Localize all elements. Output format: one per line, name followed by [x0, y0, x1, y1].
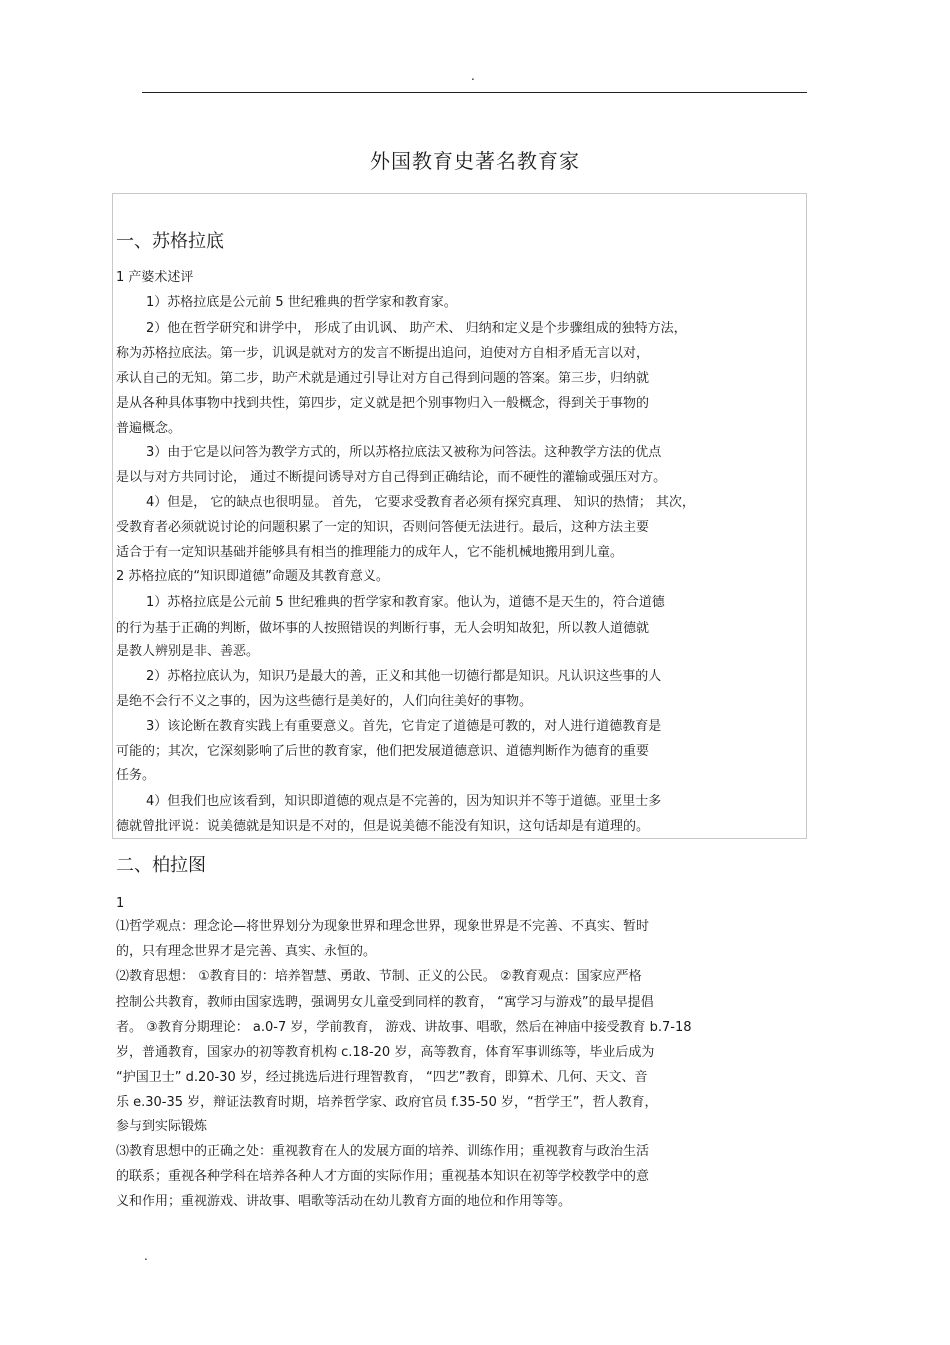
paragraph-line: ⑵教育思想： ①教育目的：培养智慧、勇敢、节制、正义的公民。 ②教育观点：国家应严格 — [116, 969, 642, 984]
document-title: 外国教育史著名教育家 — [370, 149, 580, 173]
paragraph-line: 可能的；其次，它深刻影响了后世的教育家，他们把发展道德意识、道德判断作为德育的重要 — [116, 744, 650, 759]
paragraph-line: 任务。 — [116, 768, 156, 783]
paragraph-line: 者。 ③教育分期理论： a.0-7 岁，学前教育， 游戏、讲故事、唱歌，然后在神庙中接受教育 b.7-18 — [116, 1020, 692, 1035]
subheading: 1 — [116, 896, 125, 911]
paragraph-line: 的，只有理念世界才是完善、真实、永恒的。 — [116, 944, 377, 959]
paragraph-line: 称为苏格拉底法。第一步，讥讽是就对方的发言不断提出追问，迫使对方自相矛盾无言以对， — [116, 346, 650, 361]
paragraph-line: 是教人辨别是非、善恶。 — [116, 644, 260, 659]
paragraph-line: 2）苏格拉底认为，知识乃是最大的善，正义和其他一切德行都是知识。凡认识这些事的人 — [146, 669, 662, 684]
paragraph-line: ⑶教育思想中的正确之处：重视教育在人的发展方面的培养、训练作用；重视教育与政治生活 — [116, 1144, 650, 1159]
paragraph-line: 适合于有一定知识基础并能够具有相当的推理能力的成年人，它不能机械地搬用到儿童。 — [116, 545, 624, 560]
footer-dot: . — [144, 1249, 148, 1263]
paragraph-line: 普遍概念。 — [116, 421, 182, 436]
paragraph-line: 岁，普通教育，国家办的初等教育机构 c.18-20 岁，高等教育，体育军事训练等，毕业后成为 — [116, 1045, 655, 1060]
paragraph-line: 义和作用；重视游戏、讲故事、唱歌等活动在幼儿教育方面的地位和作用等等。 — [116, 1194, 572, 1209]
paragraph-line: “护国卫士” d.20-30 岁，经过挑选后进行理智教育， “四艺”教育，即算术、几何、天文、音 — [116, 1070, 648, 1085]
header-dot: . — [471, 69, 475, 83]
paragraph-line: 是绝不会行不义之事的，因为这些德行是美好的，人们向往美好的事物。 — [116, 694, 533, 709]
header-rule — [142, 92, 807, 93]
section-heading-socrates: 一、苏格拉底 — [116, 231, 224, 252]
paragraph-line: 1）苏格拉底是公元前 5 世纪雅典的哲学家和教育家。 — [146, 295, 457, 310]
paragraph-line: 乐 e.30-35 岁，辩证法教育时期，培养哲学家、政府官员 f.35-50 岁，“哲学王”，哲人教育， — [116, 1095, 658, 1110]
paragraph-line: 3）由于它是以问答为教学方式的，所以苏格拉底法又被称为问答法。这种教学方法的优点 — [146, 445, 662, 460]
paragraph-line: 的行为基于正确的判断，做坏事的人按照错误的判断行事，无人会明知故犯，所以教人道德就 — [116, 621, 650, 636]
paragraph-line: 德就曾批评说：说美德就是知识是不对的，但是说美德不能没有知识，这句话却是有道理的。 — [116, 819, 650, 834]
paragraph-line: 承认自己的无知。第二步，助产术就是通过引导让对方自己得到问题的答案。第三步，归纳就 — [116, 371, 650, 386]
paragraph-line: 控制公共教育，教师由国家选聘，强调男女儿童受到同样的教育， “寓学习与游戏”的最早提倡 — [116, 995, 654, 1010]
paragraph-line: 3）该论断在教育实践上有重要意义。首先，它肯定了道德是可教的，对人进行道德教育是 — [146, 719, 662, 734]
paragraph-line: 4）但我们也应该看到，知识即道德的观点是不完善的，因为知识并不等于道德。亚里士多 — [146, 794, 662, 809]
paragraph-line: 受教育者必须就说讨论的问题积累了一定的知识，否则问答便无法进行。最后，这种方法主要 — [116, 520, 650, 535]
paragraph-line: 是以与对方共同讨论， 通过不断提问诱导对方自己得到正确结论，而不硬性的灌输或强压对方。 — [116, 470, 667, 485]
section-heading-plato: 二、柏拉图 — [116, 855, 206, 876]
paragraph-line: ⑴哲学观点：理念论—将世界划分为现象世界和理念世界，现象世界是不完善、不真实、暂时 — [116, 919, 650, 934]
subheading: 1 产婆术述评 — [116, 270, 194, 285]
paragraph-line: 是从各种具体事物中找到共性，第四步，定义就是把个别事物归入一般概念，得到关于事物的 — [116, 396, 650, 411]
paragraph-line: 4）但是， 它的缺点也很明显。 首先， 它要求受教育者必须有探究真理、 知识的热情； 其次， — [146, 495, 695, 510]
paragraph-line: 1）苏格拉底是公元前 5 世纪雅典的哲学家和教育家。他认为，道德不是天生的，符合道德 — [146, 595, 665, 610]
paragraph-line: 参与到实际锻炼 — [116, 1119, 208, 1134]
paragraph-line: 2）他在哲学研究和讲学中， 形成了由讥讽、 助产术、 归纳和定义是个步骤组成的独特方法， — [146, 321, 687, 336]
subheading: 2 苏格拉底的“知识即道德”命题及其教育意义。 — [116, 569, 389, 584]
paragraph-line: 的联系；重视各种学科在培养各种人才方面的实际作用；重视基本知识在初等学校教学中的意 — [116, 1169, 650, 1184]
